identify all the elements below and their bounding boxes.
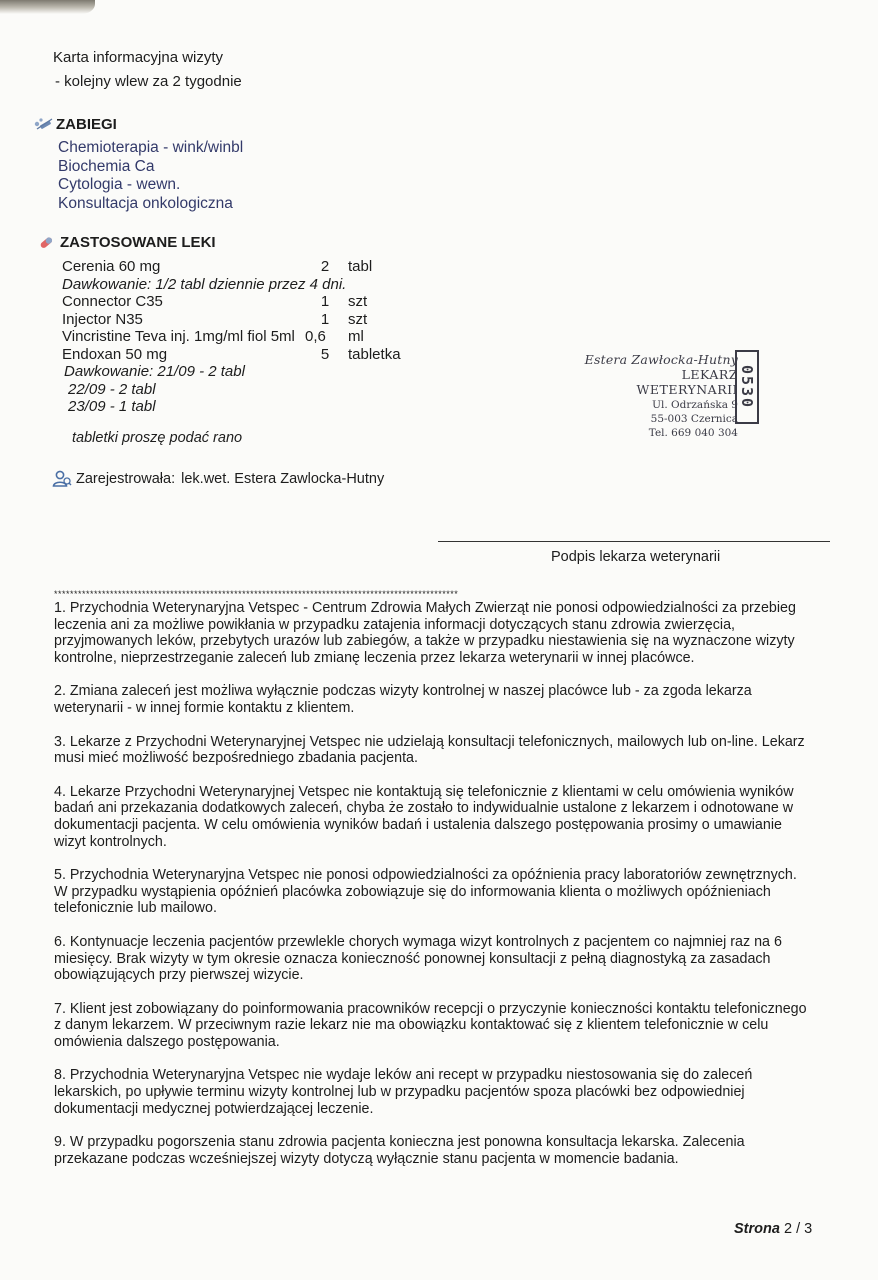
page-label: Strona <box>734 1221 780 1237</box>
med-qty: 1 <box>320 310 330 328</box>
document-title: Karta informacyjna wizyty <box>53 49 224 66</box>
table-row <box>62 311 422 329</box>
list-item: Konsultacja onkologiczna <box>58 194 233 212</box>
registered-value: lek.wet. Estera Zawlocka-Hutny <box>181 471 385 487</box>
page-current: 2 <box>783 1221 793 1237</box>
doctor-stamp <box>578 352 738 440</box>
med-qty: 2 <box>320 258 330 275</box>
list-item: Chemioterapia - wink/winbl <box>58 139 244 156</box>
terms-paragraph: 5. Przychodnia Weterynaryjna Vetspec nie ponosi odpowiedzialności za opóźnienia pracy laboratoriów zewnętrznych. W przypadku wystąpienia opóźnień placówka zobowiązuje się do informowania klienta o możliwych opóźnieniach telefonicznie lub mailowo. <box>54 867 797 917</box>
med-name: Endoxan 50 mg <box>62 345 168 363</box>
terms-paragraph: 3. Lekarze z Przychodni Weterynaryjnej Vetspec nie udzielają konsultacji telefonicznych, mailowych lub on-line. Lekarz musi mieć możliwość bezpośredniego zbadania pacjenta. <box>54 733 805 767</box>
stamp-name: Estera Zawłocka-Hutny <box>584 352 738 367</box>
signature-caption: Podpis lekarza weterynarii <box>551 549 721 565</box>
medications-heading-text: ZASTOSOWANE LEKI <box>60 233 216 251</box>
med-name: Connector C35 <box>62 293 163 310</box>
terms-paragraph: 1. Przychodnia Weterynaryjna Vetspec - Centrum Zdrowia Małych Zwierząt nie ponosi odpowiedzialności za przebieg leczenia ani za możliwe powikłania w przypadku zatajenia informacji dotyczących stanu zdrowia zwierzęcia, przyjmowanych leków, przebytych urazów lub zabiegów, a także w przypadku niestawienia się na wyznaczone wizyty kontrolne, nieprzestrzeganie zaleceń lub zmianę leczenia przez lekarza weterynarii w innej placówce. <box>54 600 796 666</box>
med-qty: 5 <box>320 345 330 363</box>
dosage-row <box>62 363 422 381</box>
scan-corner-shadow <box>0 0 95 14</box>
stamp-number-box <box>735 350 759 424</box>
registered-label: Zarejestrowała: <box>76 471 176 487</box>
page-number <box>734 1221 812 1237</box>
terms-paragraph: 9. W przypadku pogorszenia stanu zdrowia pacjenta konieczna jest ponowna konsultacja lekarska. Zalecenia przekazane podczas wcześniejszej wizyty dotyczą wyłącznie stanu pacjenta w momencie badania. <box>54 1134 745 1167</box>
stamp-title: LEKARZ WETERYNARII <box>636 367 738 397</box>
list-item: Biochemia Ca <box>58 157 155 175</box>
list-item: Cytologia - wewn. <box>58 176 181 193</box>
table-row <box>62 346 422 364</box>
med-name: Cerenia 60 mg <box>62 258 161 275</box>
dosage-text: 22/09 - 2 tabl <box>68 380 156 398</box>
star-separator: ***************************************************************************************************** <box>54 589 459 599</box>
page-total: 3 <box>804 1221 813 1237</box>
med-qty: 1 <box>320 293 330 310</box>
dosage-text: 23/09 - 1 tabl <box>68 398 156 415</box>
dosage-text: Dawkowanie: 21/09 - 2 tabl <box>64 363 245 380</box>
pill-icon <box>38 233 58 251</box>
syringe-icon <box>32 115 54 133</box>
signature-line <box>438 541 830 542</box>
terms-section <box>54 600 814 1184</box>
document-subtitle: - kolejny wlew za 2 tygodnie <box>55 73 242 90</box>
med-unit: ml <box>348 328 364 345</box>
med-unit: szt <box>348 293 368 310</box>
procedures-heading-text: ZABIEGI <box>56 115 117 133</box>
table-row <box>62 293 422 311</box>
stamp-number: 0530 <box>738 364 756 410</box>
table-row <box>62 258 422 276</box>
dosage-row <box>62 381 422 399</box>
terms-paragraph: 8. Przychodnia Weterynaryjna Vetspec nie wydaje leków ani recept w przypadku niestosowania się do zaleceń lekarskich, po upływie terminu wizyty kontrolnej lub w przypadku pacjentów spoza placówki bez odpowiedniej dokumentacji medycznej potwierdzającej leczenie. <box>54 1067 753 1117</box>
user-icon <box>52 470 72 488</box>
dosage-row <box>62 398 422 416</box>
med-unit: tabletka <box>348 345 401 363</box>
terms-paragraph: 2. Zmiana zaleceń jest możliwa wyłącznie podczas wizyty kontrolnej w naszej placówce lub - za zgoda lekarza weterynarii - w innej formie kontaktu z klientem. <box>54 683 752 716</box>
registered-by <box>52 470 384 488</box>
dosage-row <box>62 276 422 294</box>
med-qty: 0,6 <box>305 328 326 345</box>
med-name: Injector N35 <box>62 310 143 328</box>
med-unit: tabl <box>348 258 373 275</box>
table-row <box>62 328 422 346</box>
medication-note: tabletki proszę podać rano <box>72 430 243 446</box>
dosage-text: Dawkowanie: 1/2 tabl dziennie przez 4 dni. <box>62 275 347 293</box>
terms-paragraph: 6. Kontynuacje leczenia pacjentów przewlekle chorych wymaga wizyt kontrolnych z pacjentem co najmniej raz na 6 miesięcy. Brak wizyty w tym okresie oznacza konieczność ponownej konsultacji z pełną diagnostyką za zasadach obowiązujących przy pierwszej wizycie. <box>54 933 782 984</box>
stamp-street: Ul. Odrzańska 9 <box>652 399 738 411</box>
stamp-phone: Tel. 669 040 304 <box>648 427 738 439</box>
stamp-city: 55-003 Czernica <box>650 413 738 425</box>
procedures-heading <box>32 115 117 133</box>
medications-table <box>62 258 422 416</box>
page-separator: / <box>796 1221 801 1237</box>
medications-heading <box>38 233 216 251</box>
terms-paragraph: 4. Lekarze Przychodni Weterynaryjnej Vetspec nie kontaktują się telefonicznie z klientami w celu omówienia wyników badań ani przekazania dodatkowych zaleceń, chyba że zostało to indywidualnie ustalone z lekarzem i odnotowane w dokumentacji pacjenta. W celu omówienia wyników badań i ustalenia dalszego postępowania prosimy o umawianie wizyt kontrolnych. <box>54 783 794 850</box>
med-name: Vincristine Teva inj. 1mg/ml fiol 5ml <box>62 328 295 345</box>
terms-paragraph: 7. Klient jest zobowiązany do poinformowania pracowników recepcji o przyczynie konieczności kontaktu telefonicznego z danym lekarzem. W przeciwnym razie lekarz nie ma obowiązku kontaktować się z klientem telefonicznie w celu omówienia dalszego postępowania. <box>54 1000 807 1050</box>
med-unit: szt <box>348 310 368 328</box>
procedures-list <box>58 139 243 213</box>
